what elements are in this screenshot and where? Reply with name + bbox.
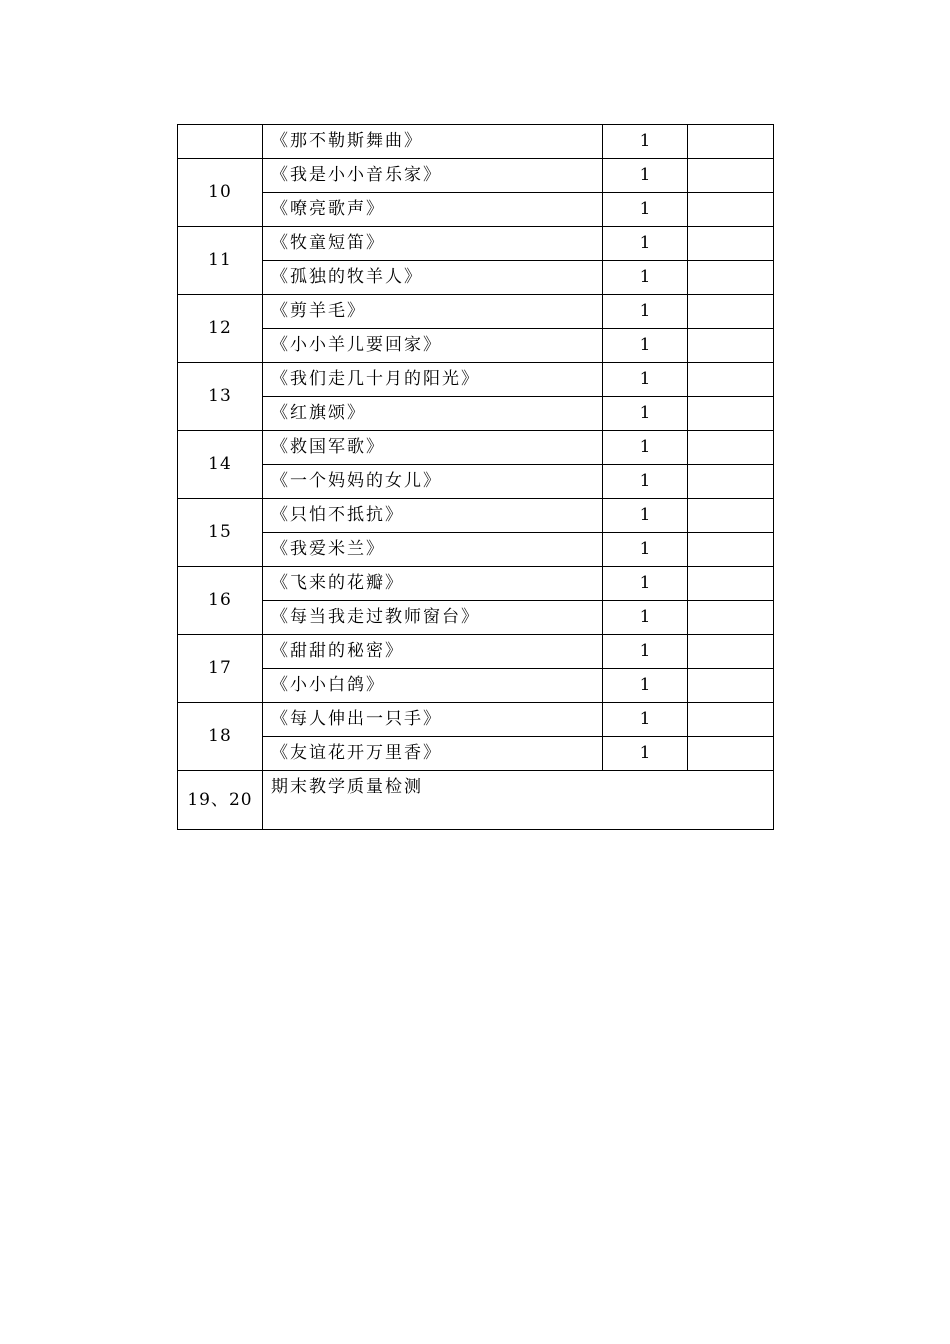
hours-cell: 1 (603, 125, 688, 159)
week-cell: 10 (178, 159, 263, 227)
schedule-table (177, 124, 774, 830)
note-cell (688, 193, 774, 227)
hours-cell: 1 (603, 227, 688, 261)
note-cell (688, 261, 774, 295)
table-row (178, 125, 774, 159)
table-row (178, 703, 774, 737)
hours-cell: 1 (603, 431, 688, 465)
table-row (178, 567, 774, 601)
table-row (178, 737, 774, 771)
week-cell: 15 (178, 499, 263, 567)
song-title-cell: 《我是小小音乐家》 (263, 159, 603, 193)
hours-cell: 1 (603, 601, 688, 635)
hours-cell: 1 (603, 533, 688, 567)
table-row (178, 363, 774, 397)
song-title-cell: 《每当我走过教师窗台》 (263, 601, 603, 635)
hours-cell: 1 (603, 329, 688, 363)
song-title-cell: 《小小白鸽》 (263, 669, 603, 703)
hours-cell: 1 (603, 397, 688, 431)
table-row (178, 465, 774, 499)
song-title-cell: 《红旗颂》 (263, 397, 603, 431)
week-cell: 19、20 (178, 771, 263, 830)
song-title-cell: 《我们走几十月的阳光》 (263, 363, 603, 397)
note-cell (688, 567, 774, 601)
table-row (178, 635, 774, 669)
song-title-cell: 《甜甜的秘密》 (263, 635, 603, 669)
table-row (178, 499, 774, 533)
table-row (178, 261, 774, 295)
hours-cell: 1 (603, 465, 688, 499)
week-cell: 18 (178, 703, 263, 771)
note-cell (688, 499, 774, 533)
hours-cell: 1 (603, 669, 688, 703)
table-row (178, 431, 774, 465)
hours-cell: 1 (603, 159, 688, 193)
song-title-cell: 《嘹亮歌声》 (263, 193, 603, 227)
table-row (178, 295, 774, 329)
table-row (178, 533, 774, 567)
final-exam-row (178, 771, 774, 830)
hours-cell: 1 (603, 635, 688, 669)
week-cell: 12 (178, 295, 263, 363)
song-title-cell: 《剪羊毛》 (263, 295, 603, 329)
hours-cell: 1 (603, 703, 688, 737)
song-title-cell: 《孤独的牧羊人》 (263, 261, 603, 295)
table-row (178, 159, 774, 193)
song-title-cell: 《小小羊儿要回家》 (263, 329, 603, 363)
note-cell (688, 227, 774, 261)
week-cell: 11 (178, 227, 263, 295)
note-cell (688, 635, 774, 669)
song-title-cell: 《只怕不抵抗》 (263, 499, 603, 533)
note-cell (688, 533, 774, 567)
hours-cell: 1 (603, 737, 688, 771)
note-cell (688, 669, 774, 703)
hours-cell: 1 (603, 261, 688, 295)
note-cell (688, 329, 774, 363)
note-cell (688, 601, 774, 635)
week-cell: 13 (178, 363, 263, 431)
note-cell (688, 125, 774, 159)
table-row (178, 227, 774, 261)
week-cell: 14 (178, 431, 263, 499)
note-cell (688, 737, 774, 771)
final-exam-cell: 期末教学质量检测 (263, 771, 774, 830)
note-cell (688, 295, 774, 329)
hours-cell: 1 (603, 567, 688, 601)
song-title-cell: 《友谊花开万里香》 (263, 737, 603, 771)
note-cell (688, 703, 774, 737)
hours-cell: 1 (603, 295, 688, 329)
song-title-cell: 《我爱米兰》 (263, 533, 603, 567)
hours-cell: 1 (603, 499, 688, 533)
song-title-cell: 《一个妈妈的女儿》 (263, 465, 603, 499)
table-row (178, 669, 774, 703)
note-cell (688, 397, 774, 431)
song-title-cell: 《每人伸出一只手》 (263, 703, 603, 737)
table-row (178, 601, 774, 635)
hours-cell: 1 (603, 363, 688, 397)
table-row (178, 193, 774, 227)
week-cell (178, 125, 263, 159)
week-cell: 17 (178, 635, 263, 703)
note-cell (688, 465, 774, 499)
week-cell: 16 (178, 567, 263, 635)
note-cell (688, 431, 774, 465)
note-cell (688, 159, 774, 193)
note-cell (688, 363, 774, 397)
song-title-cell: 《救国军歌》 (263, 431, 603, 465)
song-title-cell: 《那不勒斯舞曲》 (263, 125, 603, 159)
song-title-cell: 《飞来的花瓣》 (263, 567, 603, 601)
table-row (178, 397, 774, 431)
table-row (178, 329, 774, 363)
hours-cell: 1 (603, 193, 688, 227)
song-title-cell: 《牧童短笛》 (263, 227, 603, 261)
